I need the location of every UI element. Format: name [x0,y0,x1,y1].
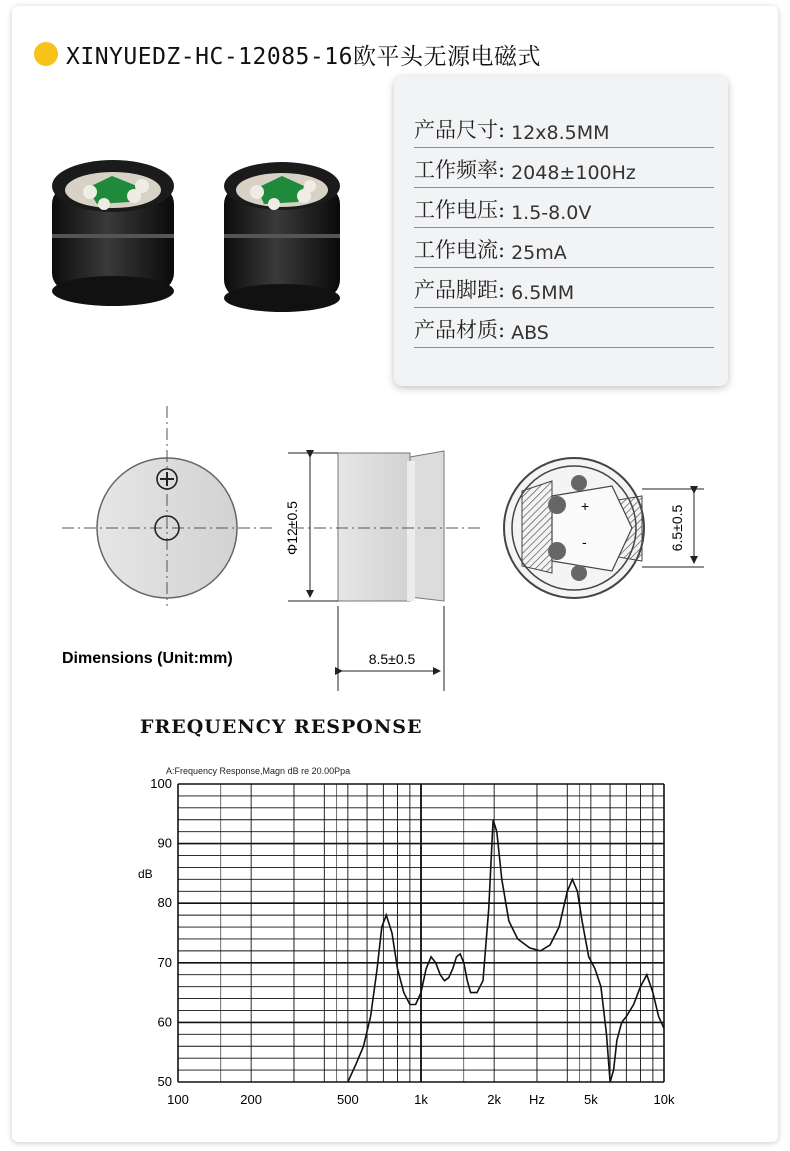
diameter-label: Φ12±0.5 [284,501,300,555]
spec-label: 工作电流: [414,238,506,262]
spec-value: 2048±100Hz [511,162,636,184]
spec-row [414,108,714,148]
x-tick-label: 100 [167,1092,189,1107]
spec-value: 25mA [511,242,567,264]
spec-value: 6.5MM [511,282,575,304]
side-view [284,451,482,691]
y-tick-label: 80 [157,895,172,911]
bullet-dot-icon [34,42,58,66]
x-tick-label: Hz [528,1092,545,1107]
x-tick-label: 1k [414,1092,428,1107]
spec-row [414,308,714,348]
x-tick-label: 500 [336,1092,359,1107]
spec-value: ABS [511,322,549,344]
y-tick-label: 60 [157,1014,172,1030]
spec-value: 12x8.5MM [511,122,610,144]
pitch-label: 6.5±0.5 [669,504,685,552]
y-tick-label: 50 [157,1074,172,1089]
x-tick-label: 200 [240,1092,263,1107]
spec-label: 产品脚距: [414,278,506,302]
x-tick-label: 2k [487,1092,502,1107]
buzzer-photo-left [52,160,174,306]
product-photo [42,146,392,326]
plus-marker: + [581,498,590,514]
frequency-title: FREQUENCY RESPONSE [140,716,423,738]
x-tick-label: 5k [583,1092,598,1107]
spec-row [414,148,714,188]
frequency-chart [112,756,692,1126]
y-tick-label: 90 [157,835,172,851]
spec-label: 工作电压: [414,198,506,222]
y-axis-label: dB [138,867,153,881]
minus-marker: - [582,534,587,550]
title-row [34,36,541,72]
spec-label: 产品材质: [414,318,506,342]
top-view [62,406,272,606]
page-title: XINYUEDZ-HC-12085-16欧平头无源电磁式 [66,43,541,70]
y-tick-labels [150,776,172,1089]
spec-label: 产品尺寸: [414,118,506,142]
y-tick-label: 100 [150,776,172,791]
spec-row [414,268,714,308]
height-label: 8.5±0.5 [368,651,416,667]
x-tick-labels [167,1092,675,1107]
bottom-view [504,458,704,598]
chart-grid [178,784,664,1082]
y-tick-label: 70 [157,954,172,970]
spec-row [414,228,714,268]
spec-panel [394,76,728,386]
buzzer-photo-right [224,162,340,312]
dimensions-caption: Dimensions (Unit:mm) [62,650,233,667]
dimension-drawing [52,401,732,701]
spec-value: 1.5-8.0V [511,202,592,224]
x-tick-label: 10k [653,1092,675,1107]
spec-label: 工作频率: [414,158,506,182]
chart-subtitle: A:Frequency Response,Magn dB re 20.00Ppa [166,766,351,776]
product-card [12,6,778,1142]
spec-row [414,188,714,228]
